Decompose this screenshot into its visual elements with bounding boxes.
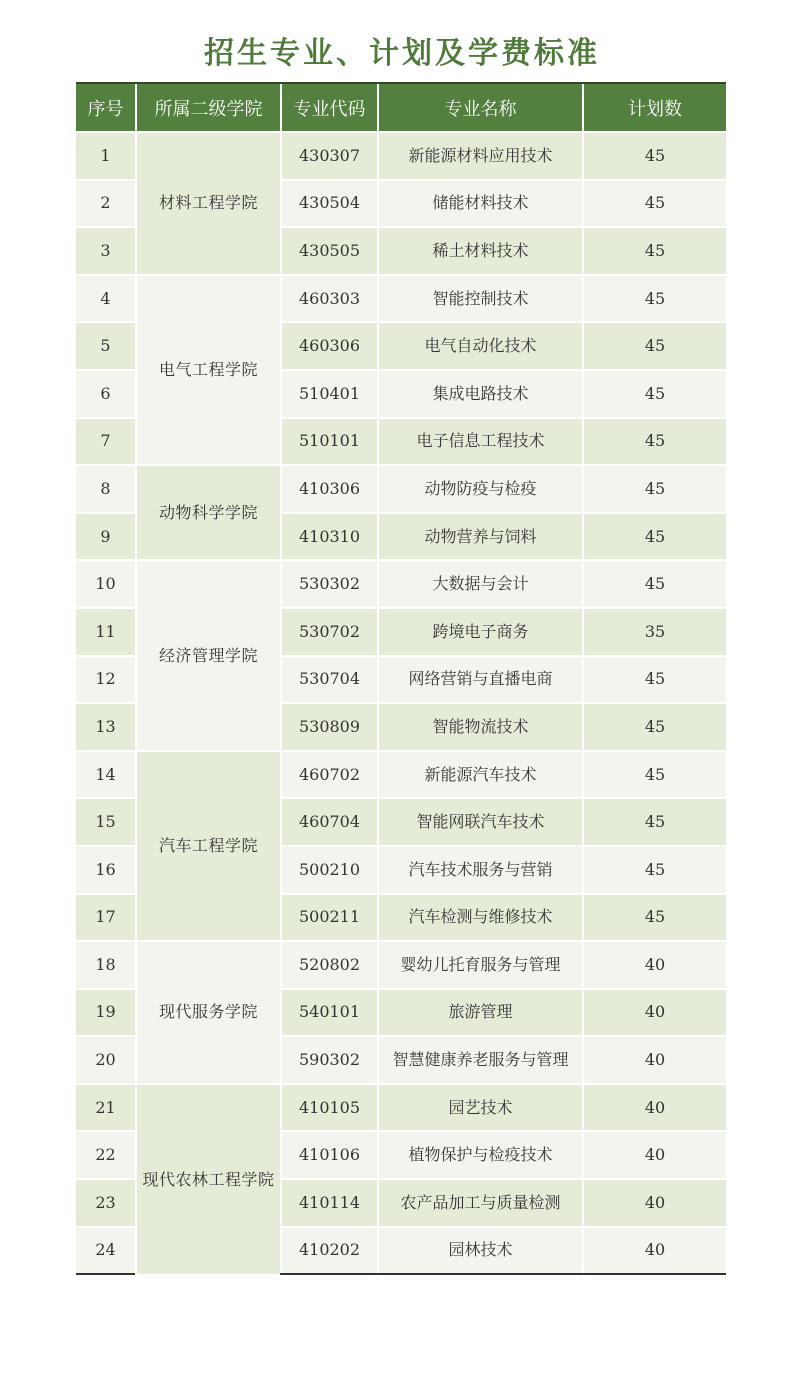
plan-count-cell: 40 bbox=[583, 1036, 726, 1084]
plan-count-cell: 45 bbox=[583, 513, 726, 561]
major-name-cell: 大数据与会计 bbox=[378, 560, 583, 608]
major-name-cell: 电气自动化技术 bbox=[378, 322, 583, 370]
major-name-cell: 储能材料技术 bbox=[378, 180, 583, 228]
table-body bbox=[76, 132, 726, 1274]
college-cell: 汽车工程学院 bbox=[136, 751, 281, 941]
major-name-cell: 智慧健康养老服务与管理 bbox=[378, 1036, 583, 1084]
college-cell: 现代服务学院 bbox=[136, 941, 281, 1084]
major-code-cell: 590302 bbox=[281, 1036, 378, 1084]
major-code-cell: 520802 bbox=[281, 941, 378, 989]
major-code-cell: 460704 bbox=[281, 798, 378, 846]
major-code-cell: 410114 bbox=[281, 1179, 378, 1227]
header-major-name: 专业名称 bbox=[378, 83, 583, 132]
major-code-cell: 460702 bbox=[281, 751, 378, 799]
major-name-cell: 汽车技术服务与营销 bbox=[378, 846, 583, 894]
header-college: 所属二级学院 bbox=[136, 83, 281, 132]
table-row bbox=[76, 751, 726, 799]
major-name-cell: 动物防疫与检疫 bbox=[378, 465, 583, 513]
serial-no-cell: 7 bbox=[76, 418, 136, 466]
major-name-cell: 跨境电子商务 bbox=[378, 608, 583, 656]
plan-count-cell: 40 bbox=[583, 1179, 726, 1227]
serial-no-cell: 15 bbox=[76, 798, 136, 846]
serial-no-cell: 20 bbox=[76, 1036, 136, 1084]
major-code-cell: 410105 bbox=[281, 1084, 378, 1132]
plan-count-cell: 45 bbox=[583, 894, 726, 942]
plan-count-cell: 45 bbox=[583, 180, 726, 228]
major-code-cell: 530704 bbox=[281, 656, 378, 704]
plan-count-cell: 45 bbox=[583, 703, 726, 751]
college-cell: 现代农林工程学院 bbox=[136, 1084, 281, 1274]
table-row bbox=[76, 941, 726, 989]
serial-no-cell: 17 bbox=[76, 894, 136, 942]
major-code-cell: 430504 bbox=[281, 180, 378, 228]
plan-count-cell: 40 bbox=[583, 941, 726, 989]
table-row bbox=[76, 275, 726, 323]
serial-no-cell: 9 bbox=[76, 513, 136, 561]
major-name-cell: 稀土材料技术 bbox=[378, 227, 583, 275]
plan-count-cell: 40 bbox=[583, 1131, 726, 1179]
plan-count-cell: 45 bbox=[583, 656, 726, 704]
serial-no-cell: 13 bbox=[76, 703, 136, 751]
plan-count-cell: 40 bbox=[583, 1084, 726, 1132]
plan-count-cell: 45 bbox=[583, 798, 726, 846]
table-row bbox=[76, 465, 726, 513]
college-cell: 电气工程学院 bbox=[136, 275, 281, 465]
plan-count-cell: 35 bbox=[583, 608, 726, 656]
plan-count-cell: 40 bbox=[583, 1227, 726, 1275]
serial-no-cell: 4 bbox=[76, 275, 136, 323]
major-name-cell: 智能网联汽车技术 bbox=[378, 798, 583, 846]
header-plan-count: 计划数 bbox=[583, 83, 726, 132]
serial-no-cell: 1 bbox=[76, 132, 136, 180]
major-name-cell: 新能源汽车技术 bbox=[378, 751, 583, 799]
major-code-cell: 430307 bbox=[281, 132, 378, 180]
table-row bbox=[76, 1084, 726, 1132]
serial-no-cell: 16 bbox=[76, 846, 136, 894]
major-name-cell: 婴幼儿托育服务与管理 bbox=[378, 941, 583, 989]
serial-no-cell: 23 bbox=[76, 1179, 136, 1227]
serial-no-cell: 3 bbox=[76, 227, 136, 275]
plan-count-cell: 45 bbox=[583, 227, 726, 275]
plan-count-cell: 40 bbox=[583, 989, 726, 1037]
serial-no-cell: 19 bbox=[76, 989, 136, 1037]
major-code-cell: 410202 bbox=[281, 1227, 378, 1275]
major-name-cell: 动物营养与饲料 bbox=[378, 513, 583, 561]
college-cell: 经济管理学院 bbox=[136, 560, 281, 750]
serial-no-cell: 18 bbox=[76, 941, 136, 989]
major-name-cell: 智能控制技术 bbox=[378, 275, 583, 323]
major-name-cell: 农产品加工与质量检测 bbox=[378, 1179, 583, 1227]
major-code-cell: 500211 bbox=[281, 894, 378, 942]
header-serial-no: 序号 bbox=[76, 83, 136, 132]
serial-no-cell: 14 bbox=[76, 751, 136, 799]
major-name-cell: 电子信息工程技术 bbox=[378, 418, 583, 466]
plan-count-cell: 45 bbox=[583, 370, 726, 418]
college-cell: 材料工程学院 bbox=[136, 132, 281, 275]
plan-count-cell: 45 bbox=[583, 275, 726, 323]
major-name-cell: 智能物流技术 bbox=[378, 703, 583, 751]
serial-no-cell: 8 bbox=[76, 465, 136, 513]
major-code-cell: 410106 bbox=[281, 1131, 378, 1179]
plan-count-cell: 45 bbox=[583, 132, 726, 180]
major-code-cell: 530702 bbox=[281, 608, 378, 656]
plan-count-cell: 45 bbox=[583, 322, 726, 370]
serial-no-cell: 11 bbox=[76, 608, 136, 656]
major-code-cell: 460306 bbox=[281, 322, 378, 370]
table-row bbox=[76, 132, 726, 180]
major-code-cell: 530302 bbox=[281, 560, 378, 608]
major-code-cell: 410310 bbox=[281, 513, 378, 561]
plan-count-cell: 45 bbox=[583, 560, 726, 608]
admission-plan-table-container bbox=[76, 82, 726, 1275]
major-code-cell: 460303 bbox=[281, 275, 378, 323]
header-major-code: 专业代码 bbox=[281, 83, 378, 132]
major-code-cell: 510401 bbox=[281, 370, 378, 418]
page-title: 招生专业、计划及学费标准 bbox=[204, 36, 600, 72]
major-code-cell: 540101 bbox=[281, 989, 378, 1037]
serial-no-cell: 5 bbox=[76, 322, 136, 370]
major-name-cell: 旅游管理 bbox=[378, 989, 583, 1037]
serial-no-cell: 22 bbox=[76, 1131, 136, 1179]
serial-no-cell: 2 bbox=[76, 180, 136, 228]
plan-count-cell: 45 bbox=[583, 418, 726, 466]
major-code-cell: 510101 bbox=[281, 418, 378, 466]
major-name-cell: 植物保护与检疫技术 bbox=[378, 1131, 583, 1179]
major-code-cell: 410306 bbox=[281, 465, 378, 513]
serial-no-cell: 10 bbox=[76, 560, 136, 608]
major-name-cell: 新能源材料应用技术 bbox=[378, 132, 583, 180]
table-row bbox=[76, 560, 726, 608]
major-code-cell: 530809 bbox=[281, 703, 378, 751]
college-cell: 动物科学学院 bbox=[136, 465, 281, 560]
serial-no-cell: 24 bbox=[76, 1227, 136, 1275]
table-header bbox=[76, 83, 726, 132]
major-name-cell: 网络营销与直播电商 bbox=[378, 656, 583, 704]
major-name-cell: 园艺技术 bbox=[378, 1084, 583, 1132]
major-name-cell: 园林技术 bbox=[378, 1227, 583, 1275]
plan-count-cell: 45 bbox=[583, 846, 726, 894]
serial-no-cell: 6 bbox=[76, 370, 136, 418]
plan-count-cell: 45 bbox=[583, 465, 726, 513]
admission-plan-table bbox=[76, 82, 726, 1275]
serial-no-cell: 21 bbox=[76, 1084, 136, 1132]
serial-no-cell: 12 bbox=[76, 656, 136, 704]
major-name-cell: 汽车检测与维修技术 bbox=[378, 894, 583, 942]
plan-count-cell: 45 bbox=[583, 751, 726, 799]
major-code-cell: 500210 bbox=[281, 846, 378, 894]
major-name-cell: 集成电路技术 bbox=[378, 370, 583, 418]
header-row bbox=[76, 83, 726, 132]
major-code-cell: 430505 bbox=[281, 227, 378, 275]
